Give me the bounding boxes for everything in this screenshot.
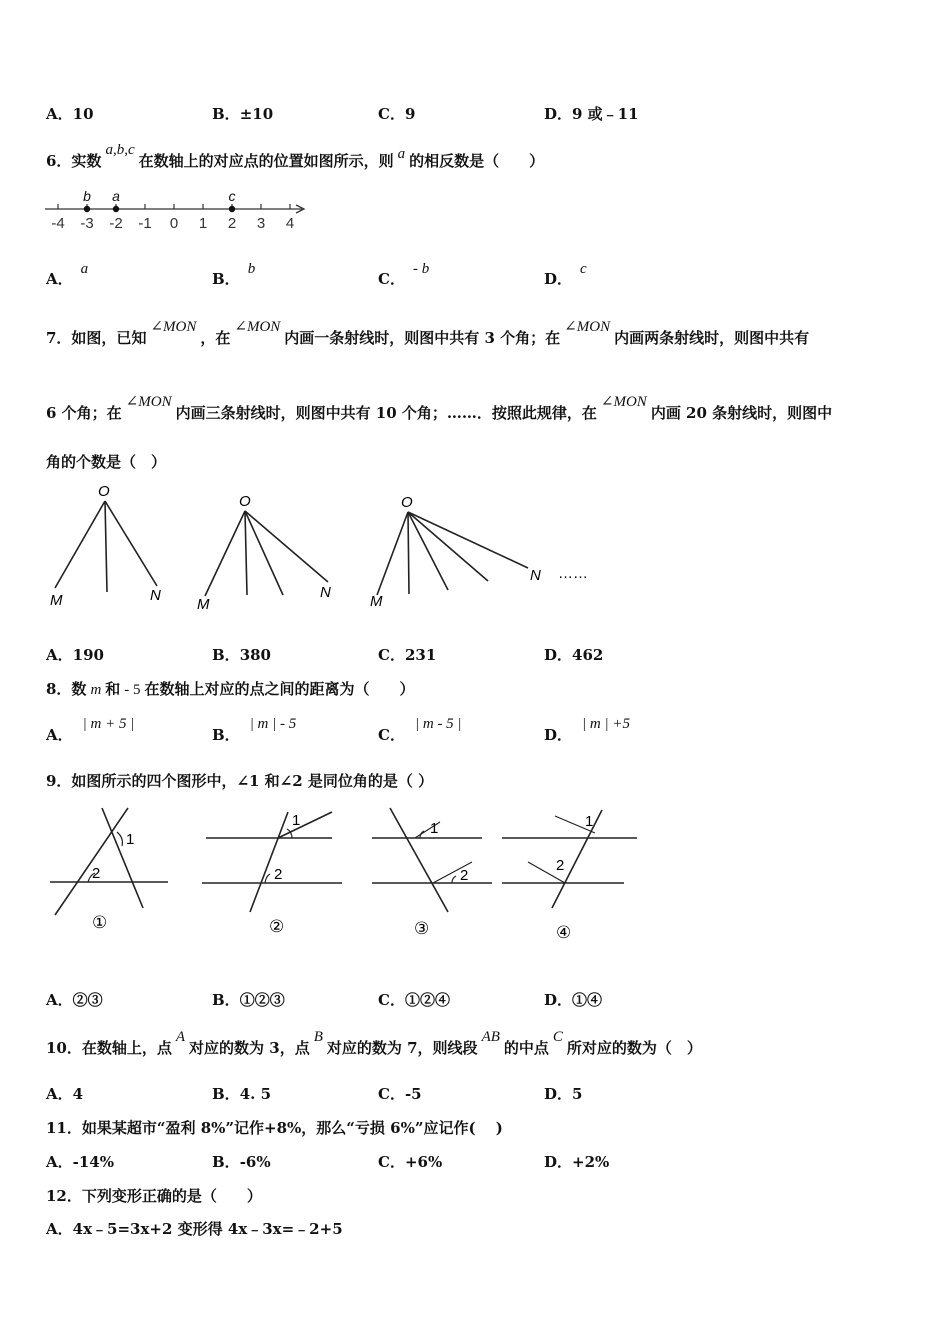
number-line-point-label-c: c — [228, 188, 236, 204]
q10-option-a[interactable]: A．4 — [46, 1085, 84, 1103]
q5-option-d[interactable]: D．9 或﹣11 — [544, 105, 639, 123]
number-line-point-label-a: a — [112, 188, 120, 204]
q11-option-c[interactable]: C．+6% — [378, 1153, 443, 1171]
q9-fig3-angle-1: 1 — [430, 820, 439, 837]
number-line-point-c — [229, 206, 235, 212]
q7-option-b[interactable]: B．380 — [212, 646, 271, 664]
q7-figure-2 — [197, 493, 331, 613]
q7-line-2: 6 个角；在∠MON内画三条射线时，则图中共有 10 个角；……．按照此规律，在∠MON内画 20 条射线时，则图中 — [46, 394, 833, 422]
q6-math-abc: a,b,c — [105, 142, 135, 158]
q9-option-b[interactable]: B．①②③ — [212, 991, 285, 1009]
q9-figure-2 — [202, 812, 342, 936]
q8-option-b[interactable]: B．| m | - 5 — [212, 716, 297, 744]
q5-option-b[interactable]: B．±10 — [212, 105, 274, 123]
q9-fig3-label: ③ — [414, 919, 430, 938]
number-line-point-a — [113, 206, 119, 212]
q9-fig3-angle-2: 2 — [460, 867, 469, 884]
q9-fig1-label: ① — [92, 913, 108, 932]
q11-option-d[interactable]: D．+2% — [544, 1153, 610, 1171]
q9-option-c[interactable]: C．①②④ — [378, 991, 450, 1009]
q6-option-a[interactable]: A．a — [46, 261, 89, 288]
number-line-tick-label: 1 — [198, 215, 208, 232]
q6-number-line — [40, 185, 320, 235]
number-line-tick-label: 4 — [285, 215, 295, 232]
q6-option-c[interactable]: C．- b — [378, 261, 430, 288]
q8-option-a[interactable]: A．| m + 5 | — [46, 716, 135, 744]
q9-option-d[interactable]: D．①④ — [544, 991, 603, 1009]
q5-option-c[interactable]: C．9 — [378, 105, 416, 123]
q7-fig2-label-n: N — [320, 584, 331, 601]
number-line-tick-label: 2 — [227, 215, 237, 232]
number-line-tick-label: -4 — [51, 215, 65, 232]
q10-stem: 10．在数轴上，点A对应的数为 3，点B对应的数为 7，则线段AB的中点C所对应的数为（ ） — [46, 1029, 702, 1057]
q7-fig1-label-o: O — [98, 483, 110, 500]
number-line-tick-label: 3 — [256, 215, 266, 232]
q9-figure-4 — [502, 810, 637, 942]
q9-fig1-angle-1: 1 — [126, 831, 135, 848]
q11-stem: 11．如果某超市“盈利 8%”记作+8%，那么“亏损 6%”应记作( ) — [46, 1119, 503, 1137]
q7-fig3-label-n: N — [530, 567, 541, 584]
q7-figures — [40, 478, 620, 618]
q7-fig3-label-m: M — [370, 593, 383, 610]
q11-option-a[interactable]: A．-14% — [46, 1153, 114, 1171]
q6-math-a: a — [397, 146, 406, 162]
q6-option-d[interactable]: D．c — [544, 261, 587, 288]
q9-figure-1 — [50, 808, 168, 932]
q6-stem: 6．实数a,b,c在数轴上的对应点的位置如图所示，则 a 的相反数是（ ） — [46, 142, 545, 170]
number-line-point-b — [84, 206, 90, 212]
q7-fig2-label-m: M — [197, 596, 210, 613]
number-line-tick-label: -1 — [138, 215, 152, 232]
q12-stem: 12．下列变形正确的是（ ） — [46, 1187, 262, 1205]
q7-ellipsis: …… — [558, 565, 588, 582]
q9-fig4-angle-2: 2 — [556, 857, 565, 874]
q10-option-c[interactable]: C．-5 — [378, 1085, 422, 1103]
q7-fig1-label-n: N — [150, 587, 161, 604]
q7-fig3-label-o: O — [401, 494, 413, 511]
q7-option-d[interactable]: D．462 — [544, 646, 604, 664]
q9-fig1-angle-2: 2 — [92, 865, 101, 882]
q8-stem: 8．数 m 和 - 5 在数轴上对应的点之间的距离为（ ） — [46, 680, 415, 698]
q9-fig4-label: ④ — [556, 923, 572, 942]
number-line-tick-label: -3 — [80, 215, 94, 232]
q9-fig4-angle-1: 1 — [585, 813, 594, 830]
q7-line-3: 角的个数是（ ） — [46, 453, 167, 471]
q9-stem: 9．如图所示的四个图形中，∠1 和∠2 是同位角的是（ ） — [46, 772, 434, 790]
q11-option-b[interactable]: B．-6% — [212, 1153, 271, 1171]
q7-line-1: 7．如图，已知∠MON，在∠MON内画一条射线时，则图中共有 3 个角；在∠MON内画两条射线时，则图中共有 — [46, 319, 810, 347]
q9-option-a[interactable]: A．②③ — [46, 991, 103, 1009]
q6-option-b[interactable]: B．b — [212, 261, 256, 288]
q9-fig2-label: ② — [269, 917, 285, 936]
q8-option-c[interactable]: C．| m - 5 | — [378, 716, 462, 744]
q9-fig2-angle-1: 1 — [292, 812, 301, 829]
q7-figure-3 — [370, 494, 588, 610]
q7-figure-1 — [50, 483, 161, 609]
q7-fig2-label-o: O — [239, 493, 251, 510]
q7-fig1-label-m: M — [50, 592, 63, 609]
number-line-tick-label: 0 — [169, 215, 179, 232]
q5-option-a[interactable]: A．10 — [46, 105, 94, 123]
q10-option-b[interactable]: B．4. 5 — [212, 1085, 272, 1103]
q7-option-a[interactable]: A．190 — [46, 646, 104, 664]
q9-figure-3 — [372, 808, 492, 938]
q9-fig2-angle-2: 2 — [274, 866, 283, 883]
number-line-point-label-b: b — [83, 188, 91, 204]
q7-option-c[interactable]: C．231 — [378, 646, 437, 664]
number-line-tick-label: -2 — [109, 215, 123, 232]
q10-option-d[interactable]: D．5 — [544, 1085, 583, 1103]
q9-figures — [40, 800, 650, 950]
q12-option-a[interactable]: A．4x﹣5=3x+2 变形得 4x﹣3x=﹣2+5 — [46, 1220, 343, 1238]
q8-option-d[interactable]: D．| m | +5 — [544, 716, 630, 744]
